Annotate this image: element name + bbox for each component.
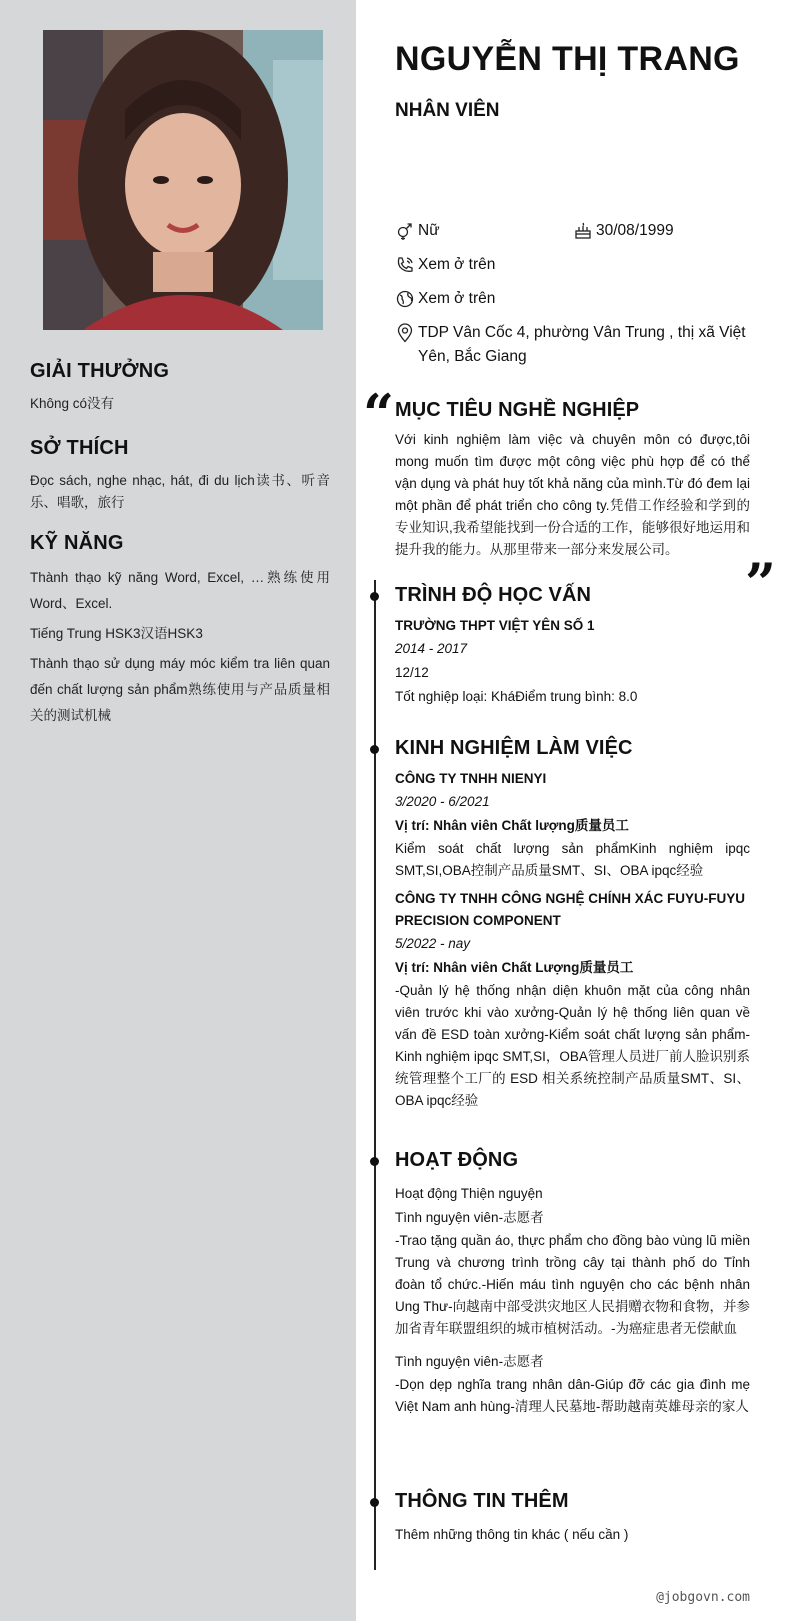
activity-role: Tình nguyện viên-志愿者 bbox=[395, 1354, 544, 1369]
birthday-cake-icon bbox=[573, 221, 593, 241]
website-row bbox=[395, 287, 495, 311]
gender-value: Nữ bbox=[418, 222, 440, 239]
job-company: CÔNG TY TNHH NIENYI bbox=[395, 771, 547, 786]
skills-list bbox=[30, 565, 330, 729]
candidate-name: NGUYỄN THỊ TRANG bbox=[395, 40, 740, 78]
hobbies-text: Đọc sách, nghe nhạc, hát, đi du lịch读书、听音乐、唱歌，旅行 bbox=[30, 473, 330, 510]
hobbies-section bbox=[30, 437, 330, 514]
hobbies-title: SỞ THÍCH bbox=[30, 437, 129, 459]
activities-title: HOẠT ĐỘNG bbox=[395, 1149, 519, 1171]
sidebar bbox=[0, 0, 356, 1621]
objective-section bbox=[395, 399, 750, 561]
education-grade: 12/12 bbox=[395, 665, 429, 680]
activity-description: -Dọn dẹp nghĩa trang nhân dân-Giúp đỡ các gia đình mẹ Việt Nam anh hùng-清理人民墓地-帮助越南英雄母亲的家人 bbox=[395, 1377, 750, 1414]
address-row bbox=[395, 321, 750, 369]
job-company: CÔNG TY TNHH CÔNG NGHỆ CHÍNH XÁC FUYU-FUYU PRECISION COMPONENT bbox=[395, 891, 746, 928]
job-item bbox=[395, 768, 750, 882]
skill-item: Thành thạo kỹ năng Word, Excel, …熟练使用Word、Excel. bbox=[30, 570, 330, 611]
education-period: 2014 - 2017 bbox=[395, 641, 468, 656]
address-value: TDP Vân Cốc 4, phường Vân Trung , thị xã Việt Yên, Bắc Giang bbox=[418, 324, 746, 365]
activity-item bbox=[395, 1350, 750, 1418]
watermark-text: @jobgovn.com bbox=[656, 1590, 750, 1605]
experience-title: KINH NGHIỆM LÀM VIỆC bbox=[395, 737, 633, 759]
objective-text: Với kinh nghiệm làm việc và chuyên môn có được,tôi mong muốn tìm được một công việc phù hợp để có thể vận dụng và phát huy tốt khả năng của mình.Từ đó đem lại một phần để phát triển cho công ty.凭借工作经验和学到的专业知识,我希望能找到一份合适的工作，能够很好地运用和提升我的能力。从那里带来一部分来发展公司。 bbox=[395, 432, 750, 557]
gender-row bbox=[395, 219, 440, 243]
timeline-dot bbox=[370, 1157, 379, 1166]
birthday-row bbox=[573, 219, 674, 243]
skill-item: Thành thạo sử dụng máy móc kiểm tra liên quan đến chất lượng sản phẩm熟练使用与产品质量相关的测试机械 bbox=[30, 656, 330, 723]
timeline-dot bbox=[370, 745, 379, 754]
globe-icon bbox=[395, 289, 415, 309]
job-description: Kiểm soát chất lượng sản phẩmKinh nghiệm ipqc SMT,SI,OBA控制产品质量SMT、SI、OBA ipqc经验 bbox=[395, 841, 750, 878]
skills-title: KỸ NĂNG bbox=[30, 532, 124, 554]
activity-org: Hoạt động Thiện nguyện bbox=[395, 1186, 543, 1201]
activity-item bbox=[395, 1206, 750, 1340]
location-pin-icon bbox=[395, 323, 415, 343]
awards-title: GIẢI THƯỞNG bbox=[30, 360, 170, 382]
timeline-line bbox=[374, 580, 376, 1570]
birthday-value: 30/08/1999 bbox=[596, 222, 674, 239]
phone-value[interactable]: Xem ở trên bbox=[418, 256, 496, 273]
awards-section bbox=[30, 360, 330, 415]
job-period: 5/2022 - nay bbox=[395, 936, 471, 951]
extra-section bbox=[395, 1490, 750, 1547]
activity-description: -Trao tặng quần áo, thực phẩm cho đồng bào vùng lũ miền Trung và chương trình trồng cây tại thành phố do Tỉnh đoàn tổ chức.-Hiến máu tình nguyện cho các bệnh nhân Ung Thư-向越南中部受洪灾地区人民捐赠衣物和食物，并参加省青年联盟组织的城市植树活动。-为癌症患者无偿献血 bbox=[395, 1233, 750, 1336]
skills-section bbox=[30, 532, 330, 733]
quote-close-icon: ” bbox=[745, 551, 777, 615]
timeline-dot bbox=[370, 1498, 379, 1507]
job-period: 3/2020 - 6/2021 bbox=[395, 794, 490, 809]
website-value[interactable]: Xem ở trên bbox=[418, 290, 496, 307]
extra-title: THÔNG TIN THÊM bbox=[395, 1490, 569, 1512]
school-name: TRƯỜNG THPT VIỆT YÊN SỐ 1 bbox=[395, 618, 595, 633]
timeline-dot bbox=[370, 592, 379, 601]
job-description: -Quản lý hệ thống nhận diện khuôn mặt của công nhân viên trước khi vào xưởng-Quản lý hệ thống liên quan về vấn đề ESD toàn xưởng-Kiểm soát chất lượng sản phẩm-Kinh nghiệm ipqc SMT,SI，OBA管理人员进厂前人脸识别系统管理整个工厂的 ESD 相关系统控制产品质量SMT、SI、OBA ipqc经验 bbox=[395, 983, 750, 1108]
job-position: Vị trí: Nhân viên Chất lượng质量员工 bbox=[395, 818, 629, 833]
awards-text: Không có没有 bbox=[30, 396, 115, 411]
phone-row bbox=[395, 253, 495, 277]
objective-title: MỤC TIÊU NGHỀ NGHIỆP bbox=[395, 399, 640, 421]
education-section bbox=[395, 584, 750, 709]
skill-item: Tiếng Trung HSK3汉语HSK3 bbox=[30, 626, 203, 641]
profile-photo bbox=[43, 30, 323, 330]
gender-icon bbox=[395, 221, 415, 241]
education-title: TRÌNH ĐỘ HỌC VẤN bbox=[395, 584, 592, 606]
job-position: Vị trí: Nhân viên Chất Lượng质量员工 bbox=[395, 960, 634, 975]
activities-section bbox=[395, 1149, 750, 1418]
activity-role: Tình nguyện viên-志愿者 bbox=[395, 1210, 544, 1225]
extra-text: Thêm những thông tin khác ( nếu cần ) bbox=[395, 1527, 629, 1542]
quote-open-icon: “ bbox=[363, 382, 395, 446]
candidate-role: NHÂN VIÊN bbox=[395, 100, 500, 121]
education-result: Tốt nghiệp loại: KháĐiểm trung bình: 8.0 bbox=[395, 689, 638, 704]
phone-icon bbox=[395, 255, 415, 275]
job-item bbox=[395, 888, 750, 1112]
experience-section bbox=[395, 737, 750, 1112]
